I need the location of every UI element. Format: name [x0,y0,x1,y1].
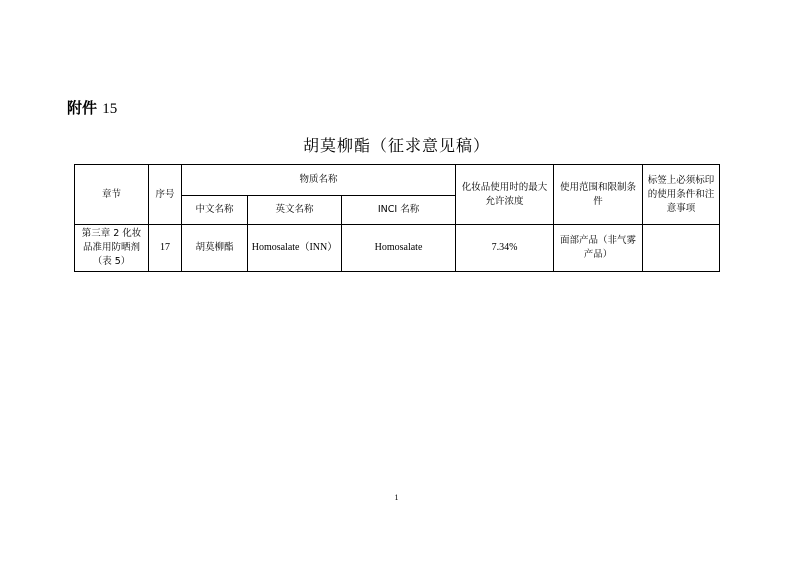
page-number: 1 [394,493,399,502]
cell-scope: 面部产品（非气雾产品） [554,225,643,272]
document-title: 胡莫柳酯（征求意见稿） [302,136,490,155]
header-inci-name: INCI 名称 [342,196,456,225]
cell-seq: 17 [149,225,182,272]
cell-en-name: Homosalate（INN） [248,225,342,272]
substance-table [74,164,720,272]
table-header-row [75,165,720,196]
attachment-prefix: 附件 [67,99,98,117]
cell-chapter: 第三章 2 化妆品准用防晒剂（表 5） [75,225,149,272]
attachment-number: 15 [102,101,118,117]
header-substance: 物质名称 [182,165,456,196]
header-scope: 使用范围和限制条件 [554,165,643,225]
header-en-name: 英文名称 [248,196,342,225]
cell-label-conditions [643,225,720,272]
header-cn-name: 中文名称 [182,196,248,225]
header-max-concentration: 化妆品使用时的最大允许浓度 [456,165,554,225]
cell-cn-name: 胡莫柳酯 [182,225,248,272]
table-row [75,225,720,272]
attachment-label [67,97,117,118]
header-seq: 序号 [149,165,182,225]
header-label-conditions: 标签上必须标印的使用条件和注意事项 [643,165,720,225]
cell-inci-name: Homosalate [342,225,456,272]
cell-max-concentration: 7.34% [456,225,554,272]
header-chapter: 章节 [75,165,149,225]
